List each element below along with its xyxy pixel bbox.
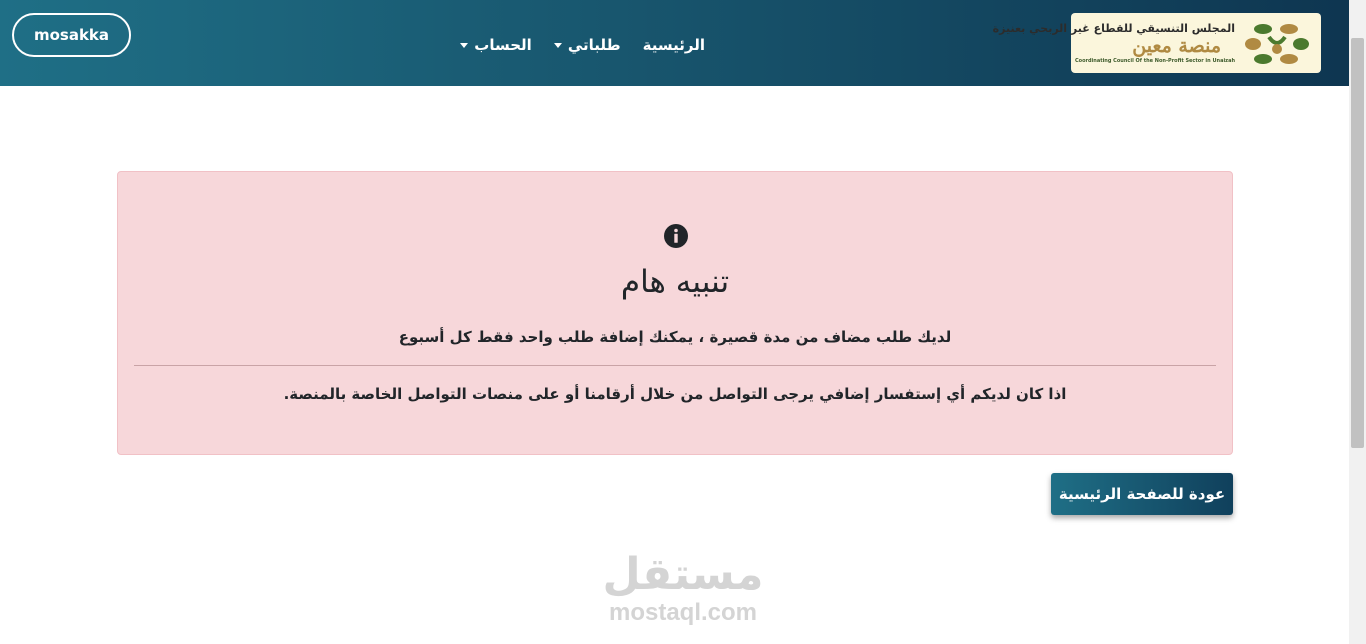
vertical-scrollbar[interactable]: [1349, 0, 1366, 644]
alert-divider: [134, 365, 1216, 366]
alert-contact-note: اذا كان لديكم أي إستفسار إضافي يرجى التواصل من خلال أرقامنا أو على منصات التواصل الخاصة بالمنصة.: [283, 385, 1067, 403]
logo-text-platform: منصة معين: [1132, 35, 1221, 57]
watermark-arabic: مستقل: [602, 549, 764, 600]
back-to-home-button[interactable]: عودة للصفحة الرئيسية: [1051, 473, 1233, 515]
nav-item-account[interactable]: [460, 36, 532, 54]
caret-down-icon: [554, 43, 562, 48]
nav-item-label: الحساب: [474, 36, 532, 54]
main-nav: [474, 34, 705, 56]
nav-item-label: طلباتي: [567, 36, 621, 54]
logo-text-council: المجلس التنسيقي للقطاع غير الربحي بعنيزة: [992, 22, 1235, 35]
watermark-latin: mostaql.com: [608, 599, 758, 626]
account-button[interactable]: mosakka: [12, 13, 131, 57]
site-logo[interactable]: [992, 13, 1321, 73]
top-navbar: [0, 0, 1366, 86]
alert-message: لديك طلب مضاف من مدة قصيرة ، يمكنك إضافة طلب واحد فقط كل أسبوع: [398, 328, 952, 346]
warning-alert: [117, 171, 1233, 455]
alert-title: تنبيه هام: [620, 264, 730, 300]
scrollbar-thumb[interactable]: [1351, 38, 1364, 448]
info-circle-icon: [664, 224, 688, 248]
logo-text-english: Coordinating Council Of the Non-Profit Sector in Unaizah: [1074, 58, 1235, 64]
mostaql-watermark: [598, 550, 768, 630]
nav-item-label: الرئيسية: [642, 36, 705, 54]
caret-down-icon: [460, 43, 468, 48]
nav-item-home[interactable]: [643, 36, 705, 54]
nav-item-my-requests[interactable]: [554, 36, 621, 54]
logo-mark-icon: [1241, 19, 1313, 69]
